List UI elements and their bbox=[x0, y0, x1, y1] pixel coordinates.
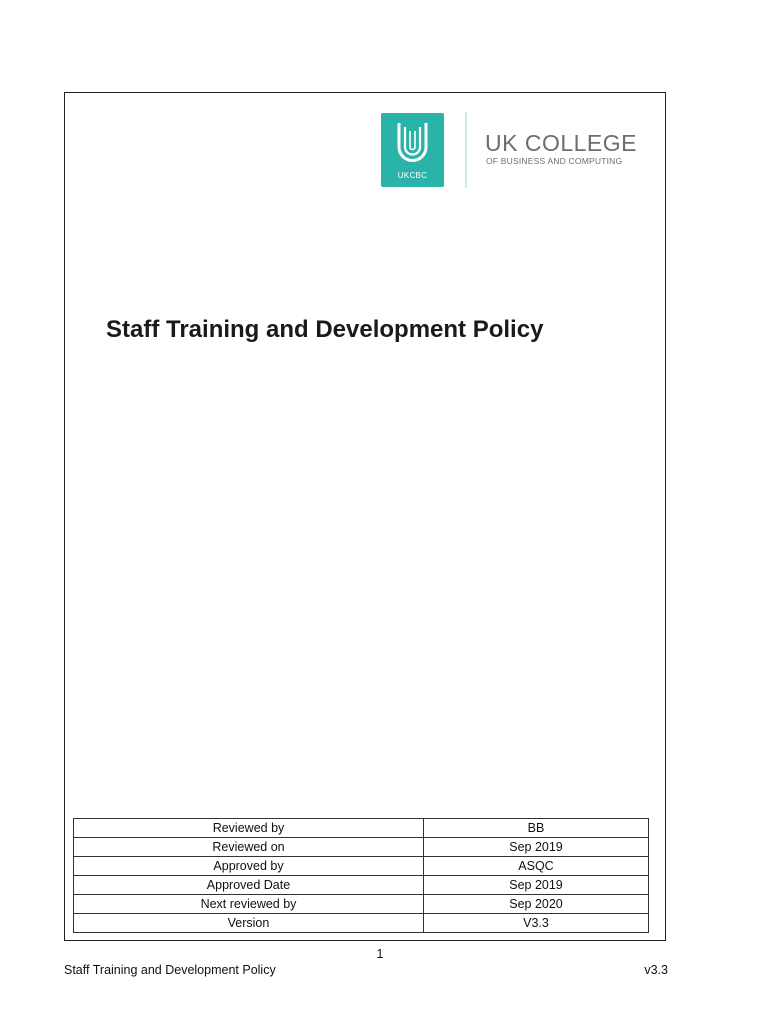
footer-version: v3.3 bbox=[644, 963, 668, 977]
row-label: Reviewed on bbox=[74, 838, 424, 857]
table-row bbox=[74, 895, 649, 914]
row-value: Sep 2019 bbox=[424, 838, 649, 857]
table-row bbox=[74, 857, 649, 876]
row-value: V3.3 bbox=[424, 914, 649, 933]
document-control-table bbox=[73, 818, 649, 933]
logo-divider bbox=[465, 112, 467, 188]
table-row bbox=[74, 876, 649, 895]
table-row bbox=[74, 819, 649, 838]
table-row bbox=[74, 838, 649, 857]
footer-document-title: Staff Training and Development Policy bbox=[64, 963, 276, 977]
college-logo bbox=[381, 112, 651, 188]
row-value: Sep 2019 bbox=[424, 876, 649, 895]
row-value: BB bbox=[424, 819, 649, 838]
logo-badge bbox=[381, 113, 444, 187]
ukcbc-u-logo-icon bbox=[394, 121, 431, 167]
logo-college-name: UK COLLEGE bbox=[485, 130, 637, 156]
table-row bbox=[74, 914, 649, 933]
row-value: Sep 2020 bbox=[424, 895, 649, 914]
row-label: Approved Date bbox=[74, 876, 424, 895]
row-value: ASQC bbox=[424, 857, 649, 876]
logo-college-subtitle: OF BUSINESS AND COMPUTING bbox=[486, 156, 623, 166]
page-number: 1 bbox=[376, 947, 384, 961]
logo-badge-text: UKCBC bbox=[397, 171, 428, 180]
row-label: Next reviewed by bbox=[74, 895, 424, 914]
row-label: Reviewed by bbox=[74, 819, 424, 838]
row-label: Approved by bbox=[74, 857, 424, 876]
page-border bbox=[64, 92, 666, 941]
document-title: Staff Training and Development Policy bbox=[106, 316, 544, 343]
row-label: Version bbox=[74, 914, 424, 933]
